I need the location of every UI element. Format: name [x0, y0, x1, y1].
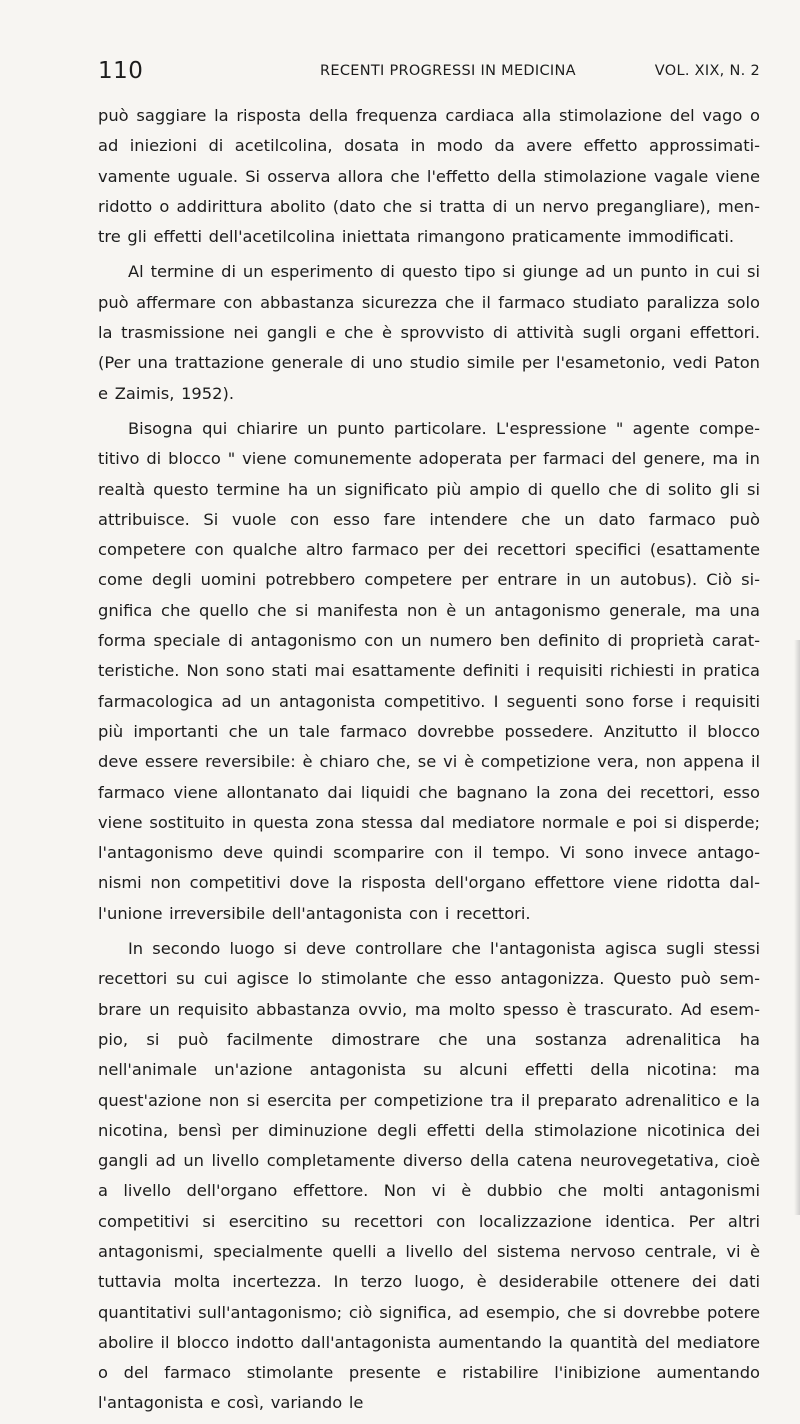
- paragraph-4: In secondo luogo si deve controllare che l'antagonista agisca sugli stessi recettori su cui agisce lo stimolante che esso antagonizza. Questo può sembrare un requisito abbastanza ovvio, ma molto spesso è trascurato. Ad esempio, si può facilmente dimostrare che una sostanza adrenalitica ha nell'animale un'azione antagonista su alcuni effetti della nicotina: ma quest'azione non si esercita per competizione tra il preparato adrenalitico e la nicotina, bensì per diminuzione degli effetti della stimolazione nicotinica dei gangli ad un livello completamente diverso della catena neurovegetativa, cioè a livello dell'organo effettore. Non vi è dubbio che molti antagonismi competitivi si esercitino su recettori con localizzazione identica. Per altri antagonismi, specialmente quelli a livello del sistema nervoso centrale, vi è tuttavia molta incertezza. In terzo luogo, è desiderabile ottenere dei dati quantitativi sull'antagonismo; ciò significa, ad esempio, che si dovrebbe potere abolire il blocco indotto dall'antagonista aumentando la quantità del mediatore o del farmaco stimolante presente e ristabilire l'inibizione aumentando l'antagonista e così, variando le: [98, 939, 760, 1413]
- body-text: [98, 101, 760, 1424]
- paragraph-2: Al termine di un esperimento di questo tipo si giunge ad un punto in cui si può affermare con abbastanza sicurezza che il farmaco studiato paralizza solo la trasmissione nei gangli e che è sprovvisto di attività sugli organi effettori. (Per una trattazione generale di uno studio simile per l'esametonio, vedi Paton e Zaimis, 1952).: [98, 262, 760, 403]
- page-number: 110: [98, 58, 144, 84]
- journal-title: RECENTI PROGRESSI IN MEDICINA: [320, 63, 576, 79]
- paragraph-1: può saggiare la risposta della frequenza cardiaca alla stimolazione del vago o ad iniezioni di acetilcolina, dosata in modo da avere effetto approssimativamente uguale. Si osserva allora che l'effetto della stimolazione vagale viene ridotto o addirittura abolito (dato che si tratta di un nervo pregangliare), mentre gli effetti dell'acetilcolina iniettata rimangono praticamente immodificati.: [98, 106, 760, 247]
- page-edge-shadow: [794, 640, 800, 1215]
- volume-info: VOL. XIX, N. 2: [654, 63, 760, 79]
- page-header: [98, 58, 760, 88]
- paragraph-3: Bisogna qui chiarire un punto particolare. L'espressione " agente competitivo di blocco " viene comunemente adoperata per farmaci del genere, ma in realtà questo termine ha un significato più ampio di quello che di solito gli si attribuisce. Si vuole con esso fare intendere che un dato farmaco può competere con qualche altro farmaco per dei recettori specifici (esattamente come degli uomini potrebbero competere per entrare in un autobus). Ciò significa che quello che si manifesta non è un antagonismo generale, ma una forma speciale di antagonismo con un numero ben definito di proprietà caratteristiche. Non sono stati mai esattamente definiti i requisiti richiesti in pratica farmacologica ad un antagonista competitivo. I seguenti sono forse i requisiti più importanti che un tale farmaco dovrebbe possedere. Anzitutto il blocco deve essere reversibile: è chiaro che, se vi è competizione vera, non appena il farmaco viene allontanato dai liquidi che bagnano la zona dei recettori, esso viene sostituito in questa zona stessa dal mediatore normale e poi si disperde; l'antagonismo deve quindi scomparire con il tempo. Vi sono invece antagonismi non competitivi dove la risposta dell'organo effettore viene ridotta dall'unione irreversibile dell'antagonista con i recettori.: [98, 418, 760, 923]
